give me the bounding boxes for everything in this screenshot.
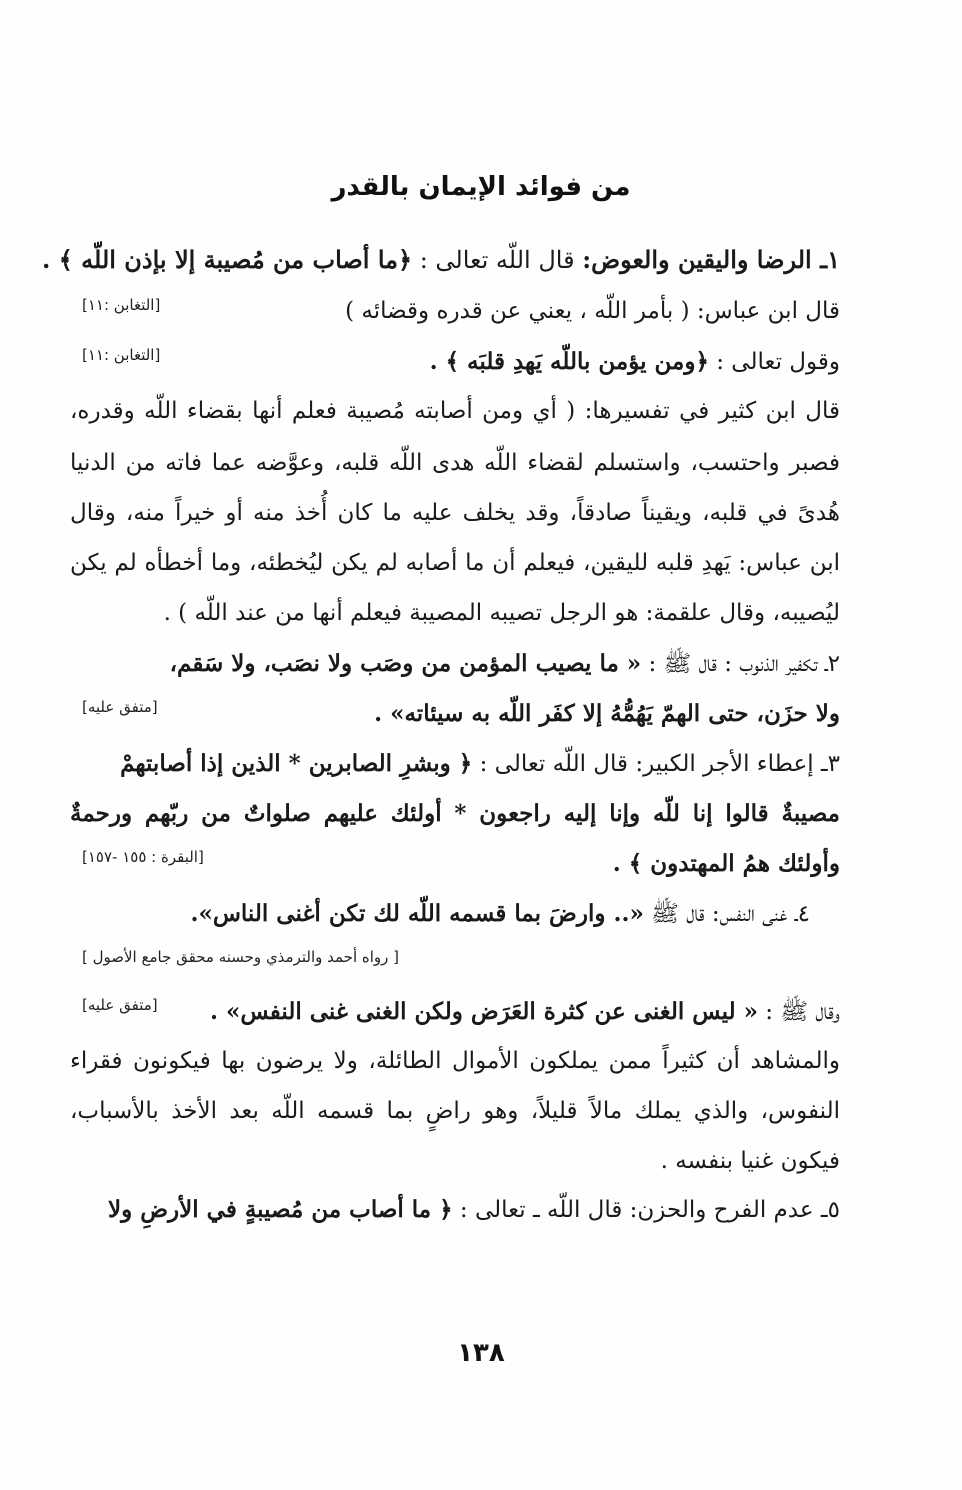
section4-line2 bbox=[120, 1000, 840, 1024]
section3-verse-part3: وأولئك همُ المهتدون ﴾ . bbox=[612, 850, 840, 877]
reference-taghabun-1: [التغابن :١١] bbox=[82, 296, 161, 314]
section2-hadith-part2: ولا حزَن، حتى الهمّ يَهُمُّهُ إلا كفَر اللّه به سيئاته» . bbox=[374, 700, 840, 727]
tafsir-line: فصبر واحتسب، واستسلم لقضاء اللّه هدى اللّه قلبه، وعوَّضه عما فاته من الدنيا bbox=[70, 450, 840, 476]
reference-taghabun-2: [التغابن :١١] bbox=[82, 346, 161, 364]
reference-ahmad-tirmidhi: [ رواه أحمد والترمذي وحسنه محقق جامع الأصول ] bbox=[82, 948, 400, 966]
section3-verse-part1: ﴿ وبشرِ الصابرين * الذين إذا أصابتهمْ bbox=[120, 750, 473, 777]
section4-intro: ٤ـ غنى النفس: قال ﷺ bbox=[643, 901, 810, 927]
section3-intro: ٣ـ إعطاء الأجر الكبير: قال اللّه تعالى : bbox=[472, 751, 840, 777]
section4-line1 bbox=[120, 902, 810, 926]
section2-intro: ٢ـ تكفير الذنوب : قال ﷺ : bbox=[641, 651, 840, 677]
tafsir-line: ابن عباس: يَهدِ قلبه لليقين، فيعلم أن ما أصابه لم يكن ليُخطئه، وما أخطأه لم يكن bbox=[70, 550, 840, 576]
section4-line2-intro: وقال ﷺ : bbox=[757, 999, 840, 1025]
verse2-text: ﴿ومن يؤمن باللّه يَهدِ قلبَه ﴾ . bbox=[429, 348, 709, 375]
verse2-intro: وقول تعالى : bbox=[708, 349, 840, 375]
section1-intro: قال اللّه تعالى : bbox=[412, 246, 583, 274]
section4-hadith: «.. وارضَ بما قسمه اللّه لك تكن أغنى الناس». bbox=[190, 900, 644, 927]
reference-baqara: [البقرة : ١٥٥ -١٥٧] bbox=[82, 848, 204, 866]
commentary-line: النفوس، والذي يملك مالاً قليلاً، وهو راضٍ بما قسمه اللّه بعد الأخذ بالأسباب، bbox=[70, 1098, 840, 1124]
tafsir-line: قال ابن كثير في تفسيرها: ( أي ومن أصابته مُصيبة فعلم أنها بقضاء اللّه وقدره، bbox=[70, 398, 840, 424]
section4-hadith2: « ليس الغنى عن كثرة العَرَض ولكن الغنى غنى النفس» . bbox=[210, 998, 758, 1025]
page-title: من فوائد الإيمان بالقدر bbox=[331, 172, 631, 202]
section5-verse: ﴿ ما أصاب من مُصيبةٍ في الأرضِ ولا bbox=[108, 1196, 453, 1223]
section1-heading: ١ـ الرضا واليقين والعوض: bbox=[582, 245, 840, 274]
section5-line bbox=[70, 1198, 840, 1222]
verse2-line bbox=[140, 350, 840, 374]
tafsir-line: هُدىً في قلبه، ويقيناً صادقاً، وقد يخلف عليه ما كان أُخذ منه أو خيراً منه، وقال bbox=[70, 500, 840, 526]
reference-muttafaq-1: [متفق عليه] bbox=[82, 698, 158, 716]
section3-line1 bbox=[70, 752, 840, 776]
commentary-line: والمشاهد أن كثيراً ممن يملكون الأموال الطائلة، ولا يرضون بها فيكونون فقراء bbox=[70, 1048, 840, 1074]
section2-line1 bbox=[70, 652, 840, 676]
section1-line bbox=[42, 245, 840, 274]
tafsir-line: ليُصيبه، وقال علقمة: هو الرجل تصيبه المصيبة فيعلم أنها من عند اللّه ) . bbox=[163, 600, 840, 626]
section3-verse-part2: مصيبةٌ قالوا إنا للّه وإنا إليه راجعون * أولئك عليهم صلواتٌ من ربّهم ورحمةٌ bbox=[70, 800, 840, 827]
section5-intro: ٥ـ عدم الفرح والحزن: قال اللّه ـ تعالى : bbox=[452, 1197, 840, 1223]
ibn-abbas-quote: قال ابن عباس: ( بأمر اللّه ، يعني عن قدره وقضائه ) bbox=[345, 298, 840, 324]
page-number: ١٣٨ bbox=[457, 1338, 505, 1368]
reference-muttafaq-2: [متفق عليه] bbox=[82, 996, 158, 1014]
section1-verse: ﴿ما أصاب من مُصيبة إلا بإذن اللّه ﴾ . bbox=[42, 245, 413, 274]
commentary-line: فيكون غنيا بنفسه . bbox=[660, 1148, 840, 1174]
section2-hadith-part1: « ما يصيب المؤمن من وصَب ولا نصَب، ولا سَقم، bbox=[169, 650, 642, 677]
